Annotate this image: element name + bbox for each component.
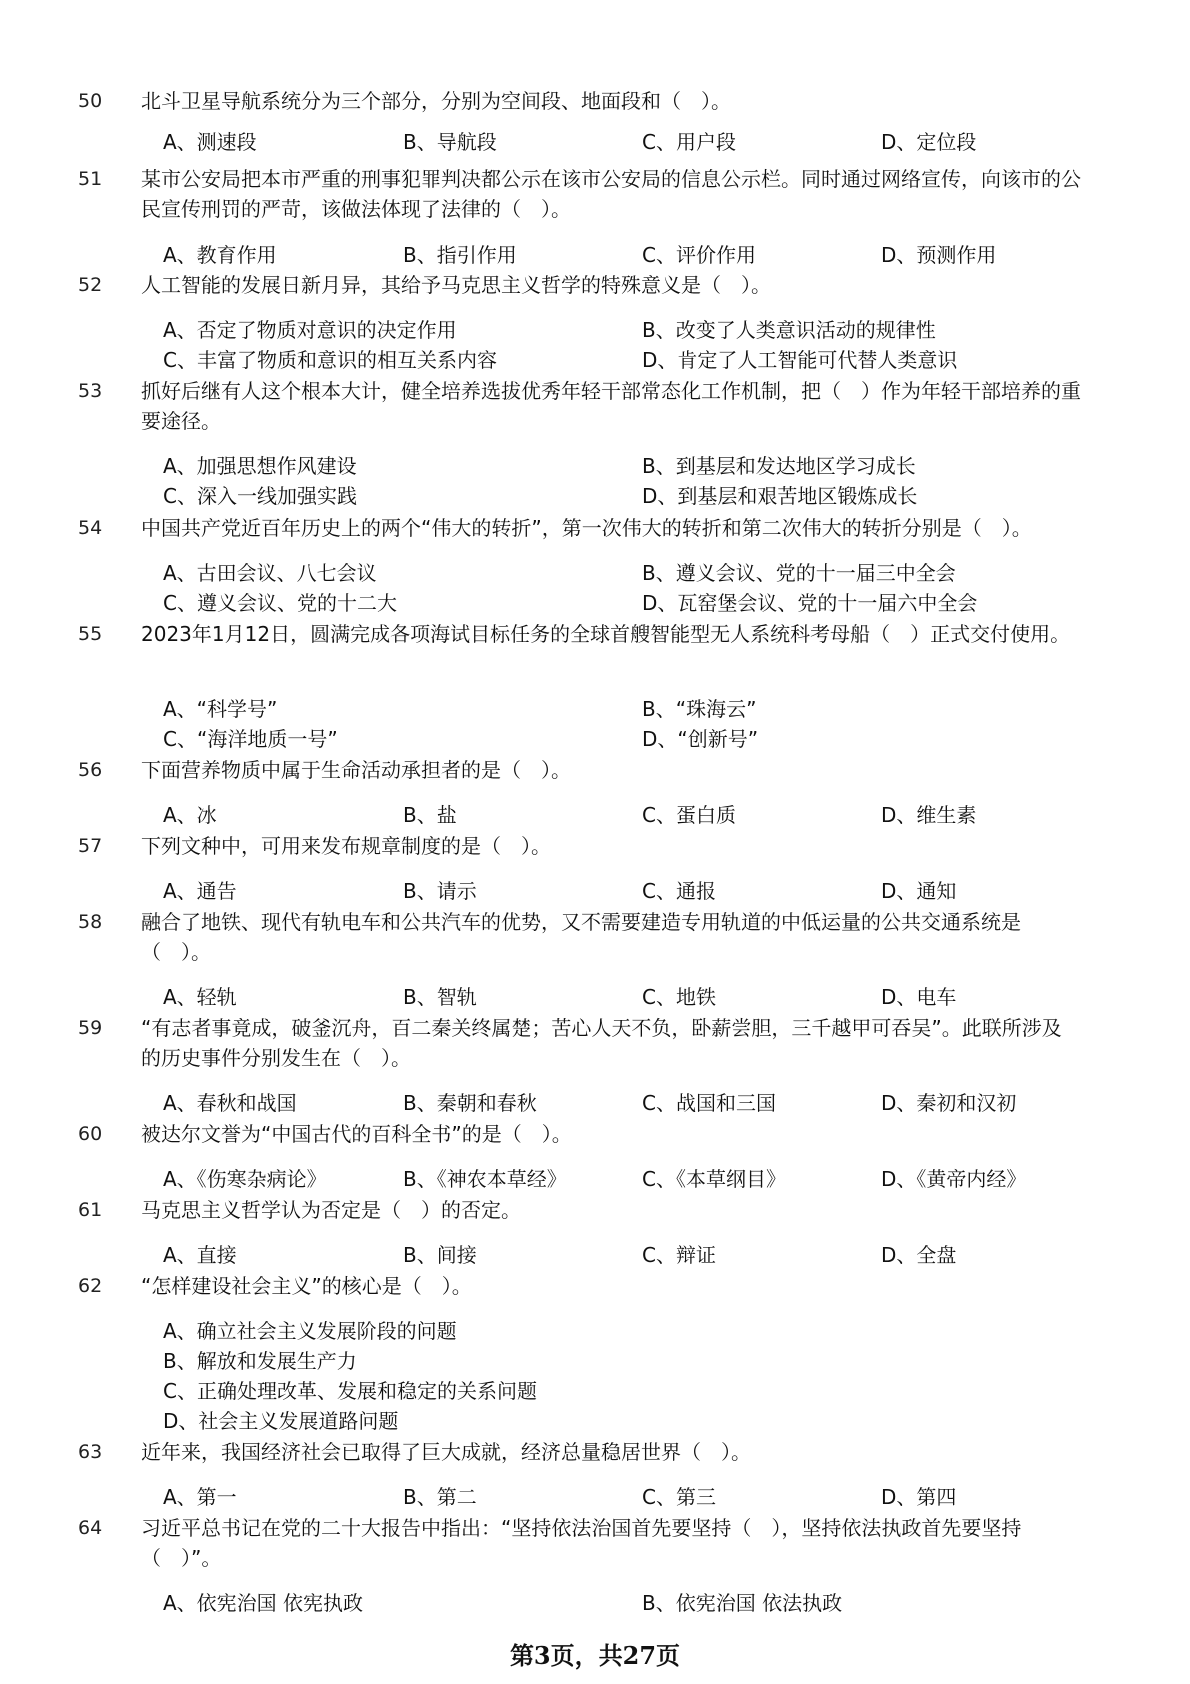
question-number: 51 [78, 168, 103, 190]
option-c: C、辩证 [642, 1243, 716, 1267]
option-a: A、测速段 [163, 130, 257, 154]
option-d: D、通知 [881, 879, 957, 903]
option-a: A、《伤寒杂病论》 [163, 1167, 327, 1191]
option-c: C、用户段 [642, 130, 736, 154]
question-text: 2023年1月12日，圆满完成各项海试目标任务的全球首艘智能型无人系统科考母船（ ）正式交付使用。 [141, 622, 1071, 646]
option-c: C、《本草纲目》 [642, 1167, 786, 1191]
question-number: 58 [78, 911, 103, 933]
option-b: B、“珠海云” [642, 697, 757, 721]
option-a: A、加强思想作风建设 [163, 454, 357, 478]
question-text: 融合了地铁、现代有轨电车和公共汽车的优势，又不需要建造专用轨道的中低运量的公共交通系统是（ ）。 [141, 910, 1021, 964]
option-b: B、遵义会议、党的十一届三中全会 [642, 561, 956, 585]
option-d: D、秦初和汉初 [881, 1091, 1017, 1115]
question-text: 某市公安局把本市严重的刑事犯罪判决都公示在该市公安局的信息公示栏。同时通过网络宣传，向该市的公民宣传刑罚的严苛，该做法体现了法律的（ ）。 [141, 167, 1081, 221]
option-b: B、指引作用 [403, 243, 517, 267]
option-b: B、改变了人类意识活动的规律性 [642, 318, 936, 342]
option-d: D、第四 [881, 1485, 957, 1509]
question-text: “怎样建设社会主义”的核心是（ ）。 [141, 1274, 472, 1298]
option-c: C、“海洋地质一号” [163, 727, 338, 751]
question-number: 54 [78, 517, 103, 539]
option-c: C、第三 [642, 1485, 716, 1509]
option-d: D、定位段 [881, 130, 977, 154]
option-b: B、到基层和发达地区学习成长 [642, 454, 916, 478]
option-a: A、依宪治国 依宪执政 [163, 1591, 364, 1615]
option-a: A、直接 [163, 1243, 237, 1267]
option-c: C、丰富了物质和意识的相互关系内容 [163, 348, 497, 372]
option-d: D、社会主义发展道路问题 [163, 1409, 399, 1433]
option-a: A、第一 [163, 1485, 237, 1509]
option-b: B、秦朝和春秋 [403, 1091, 537, 1115]
question-text: 习近平总书记在党的二十大报告中指出：“坚持依法治国首先要坚持（ ），坚持依法执政首先要坚持（ ）”。 [141, 1516, 1022, 1570]
question-number: 57 [78, 835, 103, 857]
option-c: C、通报 [642, 879, 716, 903]
option-a: A、通告 [163, 879, 237, 903]
question-number: 56 [78, 759, 103, 781]
option-a: A、轻轨 [163, 985, 237, 1009]
question-number: 55 [78, 623, 103, 645]
option-b: B、盐 [403, 803, 457, 827]
question-text: “有志者事竟成，破釜沉舟，百二秦关终属楚；苦心人天不负，卧薪尝胆，三千越甲可吞吴”。此联所涉及的历史事件分别发生在（ ）。 [141, 1016, 1062, 1070]
option-c: C、评价作用 [642, 243, 756, 267]
option-d: D、到基层和艰苦地区锻炼成长 [642, 484, 918, 508]
option-c: C、蛋白质 [642, 803, 736, 827]
page-footer: 第3页，共27页 [509, 1641, 681, 1670]
question-text: 中国共产党近百年历史上的两个“伟大的转折”，第一次伟大的转折和第二次伟大的转折分别是（ ）。 [141, 516, 1032, 540]
option-b: B、间接 [403, 1243, 477, 1267]
option-a: A、否定了物质对意识的决定作用 [163, 318, 457, 342]
question-number: 62 [78, 1275, 103, 1297]
option-b: B、请示 [403, 879, 477, 903]
option-d: D、全盘 [881, 1243, 957, 1267]
option-b: B、第二 [403, 1485, 477, 1509]
option-c: C、遵义会议、党的十二大 [163, 591, 397, 615]
option-b: B、智轨 [403, 985, 477, 1009]
option-d: D、瓦窑堡会议、党的十一届六中全会 [642, 591, 978, 615]
option-a: A、春秋和战国 [163, 1091, 297, 1115]
question-text: 马克思主义哲学认为否定是（ ）的否定。 [141, 1198, 521, 1222]
question-number: 59 [78, 1017, 103, 1039]
option-d: D、维生素 [881, 803, 977, 827]
question-text: 抓好后继有人这个根本大计，健全培养选拔优秀年轻干部常态化工作机制，把（ ）作为年轻干部培养的重要途径。 [141, 379, 1081, 433]
question-number: 61 [78, 1199, 103, 1221]
option-c: C、战国和三国 [642, 1091, 776, 1115]
option-b: B、解放和发展生产力 [163, 1349, 357, 1373]
option-c: C、深入一线加强实践 [163, 484, 357, 508]
question-text: 下列文种中，可用来发布规章制度的是（ ）。 [141, 834, 551, 858]
option-c: C、正确处理改革、发展和稳定的关系问题 [163, 1379, 537, 1403]
question-text: 下面营养物质中属于生命活动承担者的是（ ）。 [141, 758, 571, 782]
option-b: B、依宪治国 依法执政 [642, 1591, 843, 1615]
question-number: 52 [78, 274, 103, 296]
question-text: 人工智能的发展日新月异，其给予马克思主义哲学的特殊意义是（ ）。 [141, 273, 771, 297]
option-a: A、冰 [163, 803, 217, 827]
option-b: B、导航段 [403, 130, 497, 154]
question-number: 64 [78, 1517, 103, 1539]
option-d: D、《黄帝内经》 [881, 1167, 1027, 1191]
question-text: 北斗卫星导航系统分为三个部分，分别为空间段、地面段和（ ）。 [141, 89, 731, 113]
option-d: D、预测作用 [881, 243, 997, 267]
option-a: A、“科学号” [163, 697, 278, 721]
question-number: 50 [78, 90, 103, 112]
question-text: 近年来，我国经济社会已取得了巨大成就，经济总量稳居世界（ ）。 [141, 1440, 751, 1464]
option-b: B、《神农本草经》 [403, 1167, 567, 1191]
option-d: D、肯定了人工智能可代替人类意识 [642, 348, 958, 372]
option-d: D、电车 [881, 985, 957, 1009]
option-a: A、确立社会主义发展阶段的问题 [163, 1319, 457, 1343]
question-number: 63 [78, 1441, 103, 1463]
question-number: 60 [78, 1123, 103, 1145]
option-a: A、古田会议、八七会议 [163, 561, 377, 585]
question-text: 被达尔文誉为“中国古代的百科全书”的是（ ）。 [141, 1122, 572, 1146]
option-d: D、“创新号” [642, 727, 759, 751]
option-c: C、地铁 [642, 985, 716, 1009]
option-a: A、教育作用 [163, 243, 277, 267]
question-number: 53 [78, 380, 103, 402]
